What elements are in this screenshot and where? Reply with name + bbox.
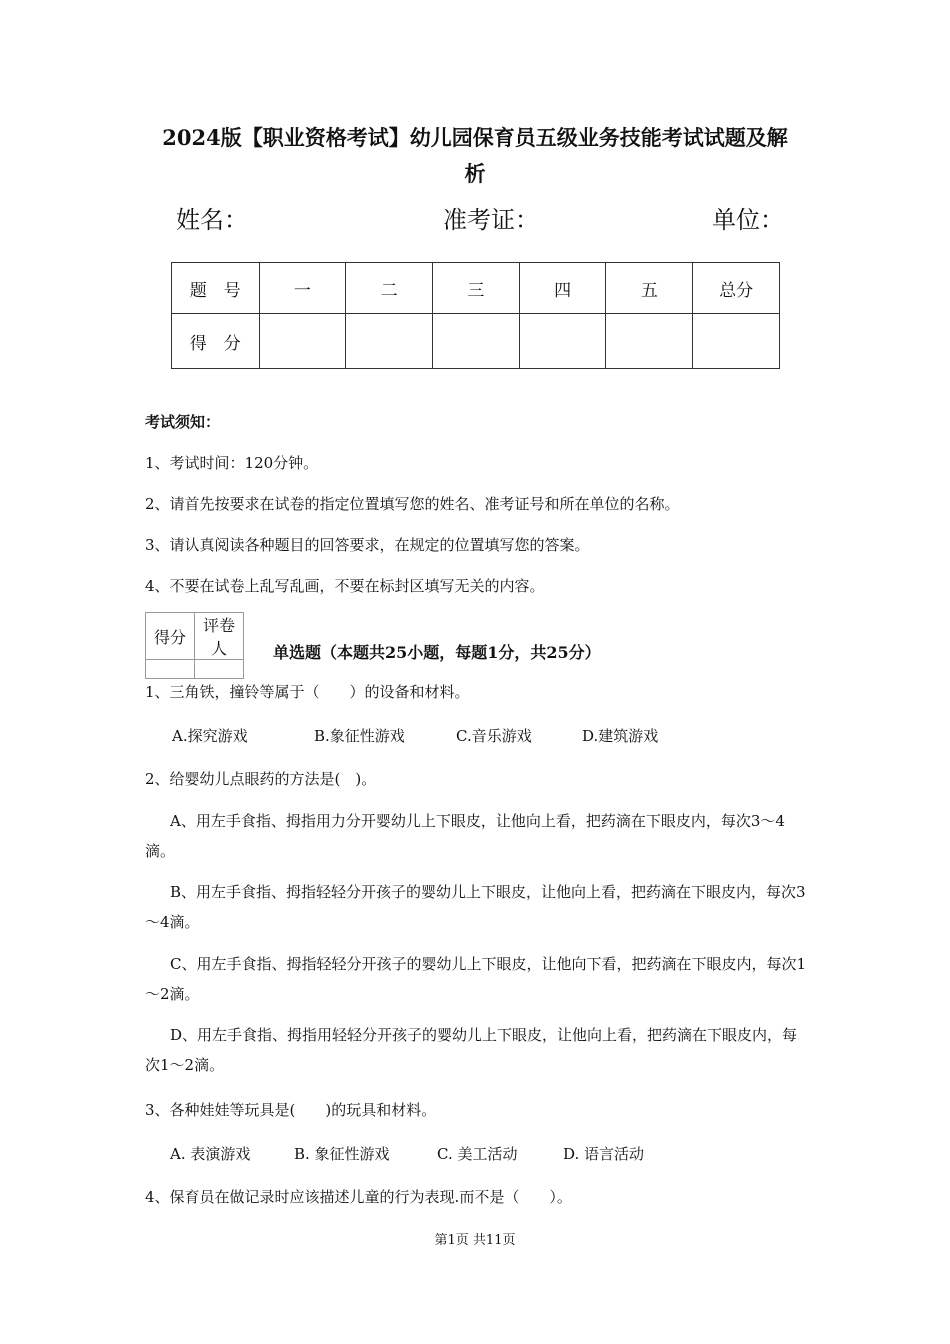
- note-item: 3、请认真阅读各种题目的回答要求，在规定的位置填写您的答案。: [145, 536, 590, 554]
- q3-option-c[interactable]: C. 美工活动: [437, 1145, 518, 1163]
- ticket-label: 准考证：: [443, 206, 539, 234]
- title-line-1: 2024版【职业资格考试】幼儿园保育员五级业务技能考试试题及解: [162, 125, 788, 150]
- score-input-cell[interactable]: [606, 314, 693, 369]
- title-line-2: 析: [464, 161, 486, 186]
- note-item: 1、考试时间：120分钟。: [145, 454, 319, 472]
- grader-score-label: 得分: [146, 613, 195, 660]
- header-cell: 总分: [693, 263, 780, 314]
- page-title: [130, 120, 820, 192]
- grader-reviewer-cell[interactable]: [195, 660, 244, 679]
- q2-option-a[interactable]: A、用左手食指、拇指用力分开婴幼儿上下眼皮，让他向上看，把药滴在下眼皮内，每次3～4滴。: [145, 812, 785, 860]
- section-title: 单选题（本题共25小题，每题1分，共25分）: [273, 643, 601, 662]
- note-item: 4、不要在试卷上乱写乱画，不要在标封区填写无关的内容。: [145, 577, 545, 595]
- score-input-cell[interactable]: [259, 314, 346, 369]
- score-input-cell[interactable]: [433, 314, 520, 369]
- score-input-cell[interactable]: [346, 314, 433, 369]
- q2-option-d[interactable]: D、用左手食指、拇指用轻轻分开孩子的婴幼儿上下眼皮，让他向上看，把药滴在下眼皮内，每次1～2滴。: [145, 1026, 798, 1074]
- name-label: 姓名：: [176, 206, 248, 234]
- note-item: 2、请首先按要求在试卷的指定位置填写您的姓名、准考证号和所在单位的名称。: [145, 495, 680, 513]
- score-table-score-row: [172, 314, 780, 369]
- q1-option-d[interactable]: D.建筑游戏: [582, 727, 659, 745]
- candidate-fields: [0, 200, 950, 240]
- grader-reviewer-label: 评卷人: [195, 613, 244, 660]
- grader-score-cell[interactable]: [146, 660, 195, 679]
- header-cell: 题 号: [172, 263, 260, 314]
- q3-option-a[interactable]: A. 表演游戏: [170, 1145, 251, 1163]
- q1-option-a[interactable]: A.探究游戏: [172, 727, 248, 745]
- header-cell: 一: [259, 263, 346, 314]
- question-stem: 4、保育员在做记录时应该描述儿童的行为表现.而不是（ ）。: [145, 1188, 572, 1206]
- question-stem: 3、各种娃娃等玩具是( )的玩具和材料。: [145, 1101, 437, 1119]
- q1-option-b[interactable]: B.象征性游戏: [314, 727, 405, 745]
- score-table: [171, 262, 780, 369]
- q3-option-d[interactable]: D. 语言活动: [563, 1145, 645, 1163]
- header-cell: 四: [519, 263, 606, 314]
- notes-title: 考试须知：: [145, 413, 221, 431]
- score-input-cell[interactable]: [693, 314, 780, 369]
- q1-option-c[interactable]: C.音乐游戏: [456, 727, 532, 745]
- score-table-header-row: [172, 263, 780, 314]
- header-cell: 二: [346, 263, 433, 314]
- q2-option-b[interactable]: B、用左手食指、拇指轻轻分开孩子的婴幼儿上下眼皮，让他向上看，把药滴在下眼皮内，每次3～4滴。: [145, 883, 806, 931]
- page-footer: 第1页 共11页: [434, 1233, 516, 1248]
- question-stem: 1、三角铁，撞铃等属于（ ）的设备和材料。: [145, 683, 470, 701]
- unit-label: 单位：: [712, 206, 784, 234]
- score-label-cell: 得 分: [172, 314, 260, 369]
- header-cell: 三: [433, 263, 520, 314]
- q3-option-b[interactable]: B. 象征性游戏: [294, 1145, 390, 1163]
- score-input-cell[interactable]: [519, 314, 606, 369]
- grader-box: [145, 612, 244, 679]
- header-cell: 五: [606, 263, 693, 314]
- question-stem: 2、给婴幼儿点眼药的方法是( )。: [145, 770, 377, 788]
- q2-option-c[interactable]: C、用左手食指、拇指轻轻分开孩子的婴幼儿上下眼皮，让他向下看，把药滴在下眼皮内，每次1～2滴。: [145, 955, 807, 1003]
